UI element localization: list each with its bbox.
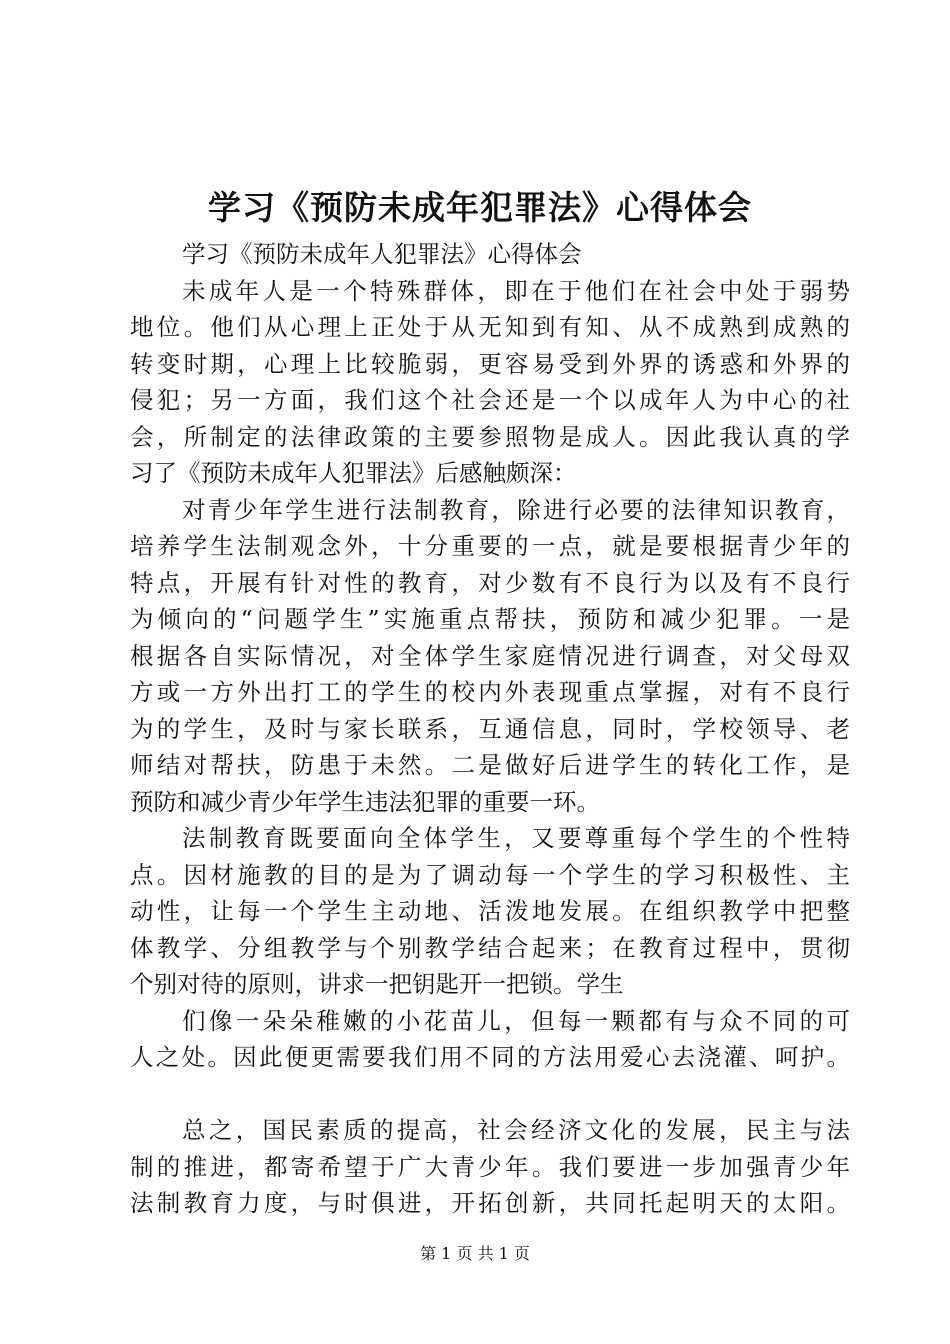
text-line: 地位。他们从心理上正处于从无知到有知、从不成熟到成熟的 [130, 313, 850, 341]
text-line: 培养学生法制观念外，十分重要的一点，就是要根据青少年的 [130, 532, 850, 560]
text-line: 为的学生，及时与家长联系，互通信息，同时，学校领导、老 [130, 714, 850, 743]
text-line: 特点，开展有针对性的教育，对少数有不良行为以及有不良行 [130, 568, 850, 597]
document-body [130, 236, 850, 1222]
text-line: 总之，国民素质的提高，社会经济文化的发展，民主与法 [182, 1116, 850, 1144]
page-footer: 第 1 页 共 1 页 [420, 1244, 530, 1263]
text-line: 制的推进，都寄希望于广大青少年。我们要进一步加强青少年 [130, 1152, 850, 1181]
text-line: 动性，让每一个学生主动地、活泼地发展。在组织教学中把整 [130, 897, 850, 925]
blank-line [130, 1076, 850, 1113]
text-line: 习了《预防未成年人犯罪法》后感触颇深： [130, 459, 577, 487]
text-line: 预防和减少青少年学生违法犯罪的重要一环。 [130, 787, 600, 816]
text-line: 体教学、分组教学与个别教学结合起来；在教育过程中，贯彻 [130, 933, 850, 962]
text-line: 们像一朵朵稚嫩的小花苗儿，但每一颗都有与众不同的可 [182, 1006, 850, 1035]
text-line: 根据各自实际情况，对全体学生家庭情况进行调查，对父母双 [130, 641, 850, 670]
text-line: 转变时期，心理上比较脆弱，更容易受到外界的诱惑和外界的 [130, 349, 850, 378]
text-line: 师结对帮扶，防患于未然。二是做好后进学生的转化工作，是 [130, 751, 850, 779]
text-line: 未成年人是一个特殊群体，即在于他们在社会中处于弱势 [182, 276, 850, 305]
text-line: 对青少年学生进行法制教育，除进行必要的法律知识教育， [182, 495, 850, 524]
text-line: 个别对待的原则，讲求一把钥匙开一把锁。学生 [130, 970, 624, 998]
text-line: 会，所制定的法律政策的主要参照物是成人。因此我认真的学 [130, 422, 850, 451]
text-line: 人之处。因此便更需要我们用不同的方法用爱心去浇灌、呵护。 [130, 1043, 850, 1071]
text-line: 侵犯；另一方面，我们这个社会还是一个以成年人为中心的社 [130, 386, 850, 414]
text-line: 法制教育既要面向全体学生，又要尊重每个学生的个性特 [182, 824, 850, 852]
document-title: 学习《预防未成年犯罪法》心得体会 [208, 188, 752, 227]
text-line: 方或一方外出打工的学生的校内外表现重点掌握，对有不良行 [130, 678, 850, 706]
text-line: 学习《预防未成年人犯罪法》心得体会 [182, 240, 582, 268]
text-line: 为倾向的“问题学生”实施重点帮扶，预防和减少犯罪。一是 [130, 605, 850, 633]
text-line: 点。因材施教的目的是为了调动每一个学生的学习积极性、主 [130, 860, 850, 889]
text-line: 法制教育力度，与时俱进，开拓创新，共同托起明天的太阳。 [130, 1189, 850, 1217]
